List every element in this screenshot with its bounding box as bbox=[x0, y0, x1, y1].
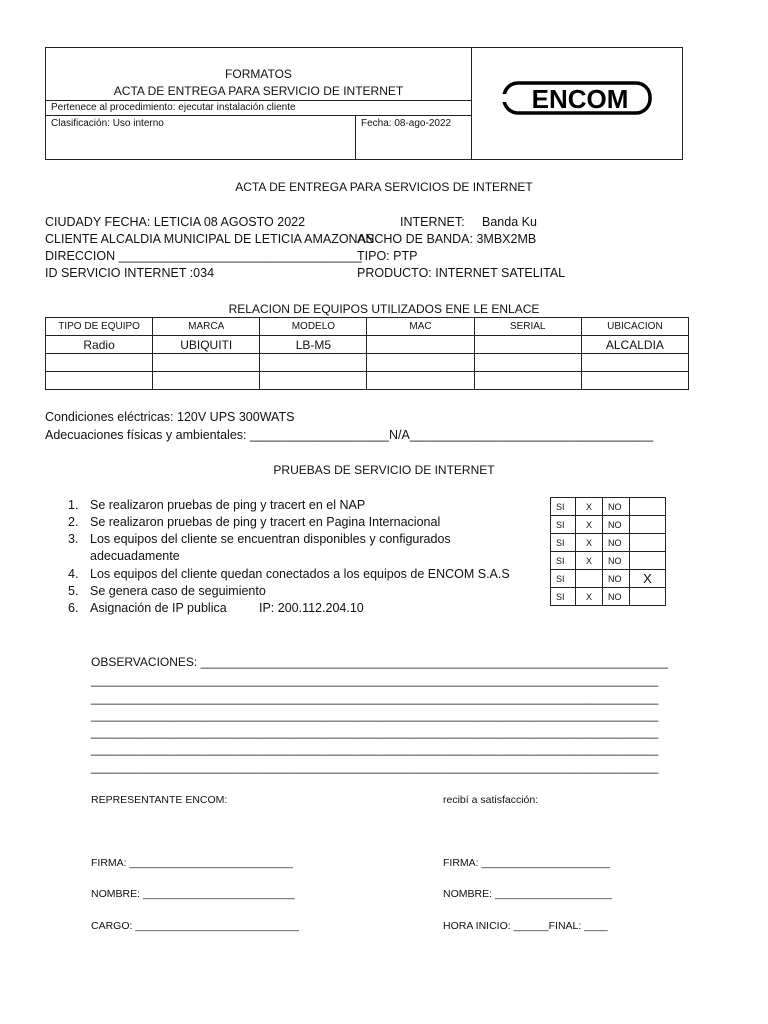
no-mark bbox=[630, 498, 666, 516]
representative-label: REPRESENTANTE ENCOM: bbox=[91, 794, 228, 806]
no-mark bbox=[630, 516, 666, 534]
table-cell: LB-M5 bbox=[260, 336, 367, 354]
test-item-number: 5. bbox=[68, 584, 79, 598]
table-cell bbox=[474, 336, 581, 354]
received-label: recibí a satisfacción: bbox=[443, 794, 539, 806]
table-cell bbox=[260, 354, 367, 372]
header-divider bbox=[46, 115, 471, 116]
test-item-text: Los equipos del cliente se encuentran disponibles y configurados bbox=[90, 532, 451, 546]
test-item-ip: IP: 200.112.204.10 bbox=[259, 601, 364, 615]
test-item-number: 6. bbox=[68, 601, 79, 615]
no-label: NO bbox=[603, 570, 630, 588]
check-row bbox=[551, 498, 666, 516]
test-item-number: 3. bbox=[68, 532, 79, 546]
si-mark: X bbox=[576, 516, 603, 534]
table-header-cell: MARCA bbox=[153, 318, 260, 336]
si-label: SI bbox=[551, 516, 576, 534]
test-item-number: 4. bbox=[68, 567, 79, 581]
info-internet-value: Banda Ku bbox=[482, 215, 537, 229]
table-header-cell: UBICACION bbox=[581, 318, 688, 336]
no-mark: X bbox=[630, 570, 666, 588]
info-product: PRODUCTO: INTERNET SATELITAL bbox=[357, 266, 566, 280]
table-cell bbox=[46, 354, 153, 372]
conditions-electrical: Condiciones eléctricas: 120V UPS 300WATS bbox=[45, 410, 295, 424]
table-header-cell: SERIAL bbox=[474, 318, 581, 336]
document-title: ACTA DE ENTREGA PARA SERVICIOS DE INTERNET bbox=[235, 180, 533, 194]
header-box bbox=[45, 47, 683, 160]
observations-line: _____________________________________________________________________________________ bbox=[91, 742, 659, 756]
equipment-title: RELACION DE EQUIPOS UTILIZADOS ENE LE ENLACE bbox=[228, 302, 540, 316]
observations-line: _____________________________________________________________________________________ bbox=[91, 691, 659, 705]
header-classification: Clasificación: Uso interno bbox=[51, 118, 164, 129]
logo-text: ENCOM bbox=[531, 84, 629, 114]
table-cell bbox=[474, 372, 581, 390]
no-label: NO bbox=[603, 552, 630, 570]
table-cell bbox=[46, 372, 153, 390]
test-item-text: Se genera caso de seguimiento bbox=[90, 584, 266, 598]
equipment-table bbox=[45, 317, 689, 390]
no-mark bbox=[630, 588, 666, 606]
info-bandwidth: ANCHO DE BANDA: 3MBX2MB bbox=[357, 232, 537, 246]
table-header-cell: MODELO bbox=[260, 318, 367, 336]
tests-check-grid bbox=[550, 497, 666, 606]
info-client: CLIENTE ALCALDIA MUNICIPAL DE LETICIA AMAZONAS bbox=[45, 232, 375, 246]
no-mark bbox=[630, 534, 666, 552]
no-label: NO bbox=[603, 588, 630, 606]
info-service-id: ID SERVICIO INTERNET :034 bbox=[45, 266, 215, 280]
signature-left: FIRMA: ____________________________ bbox=[91, 857, 294, 869]
signature-right: FIRMA: ______________________ bbox=[443, 857, 610, 869]
si-label: SI bbox=[551, 498, 576, 516]
encom-logo bbox=[502, 81, 652, 115]
table-header-row bbox=[46, 318, 689, 336]
header-date: Fecha: 08-ago-2022 bbox=[361, 118, 452, 129]
observations-line: _____________________________________________________________________________________ bbox=[91, 725, 659, 739]
si-label: SI bbox=[551, 534, 576, 552]
info-type: TIPO: PTP bbox=[357, 249, 418, 263]
test-item-text: Se realizaron pruebas de ping y tracert en Pagina Internacional bbox=[90, 515, 441, 529]
test-item-number: 2. bbox=[68, 515, 79, 529]
test-item-number: 1. bbox=[68, 498, 79, 512]
header-divider bbox=[46, 100, 471, 101]
test-item-text-continued: adecuadamente bbox=[90, 549, 180, 563]
time-start-end: HORA INICIO: ______FINAL: ____ bbox=[443, 920, 608, 932]
si-mark bbox=[576, 570, 603, 588]
table-cell: ALCALDIA bbox=[581, 336, 688, 354]
tests-title: PRUEBAS DE SERVICIO DE INTERNET bbox=[273, 463, 495, 477]
conditions-physical: Adecuaciones físicas y ambientales: ____________________N/A___________________________________ bbox=[45, 428, 654, 442]
no-label: NO bbox=[603, 498, 630, 516]
si-label: SI bbox=[551, 552, 576, 570]
header-logo-panel bbox=[472, 48, 682, 159]
table-cell bbox=[153, 372, 260, 390]
position-left: CARGO: ____________________________ bbox=[91, 920, 299, 932]
check-row bbox=[551, 570, 666, 588]
name-right: NOMBRE: ____________________ bbox=[443, 888, 612, 900]
table-header-cell: TIPO DE EQUIPO bbox=[46, 318, 153, 336]
header-vertical-divider bbox=[355, 115, 356, 159]
si-label: SI bbox=[551, 588, 576, 606]
observations-line: _____________________________________________________________________________________ bbox=[91, 760, 659, 774]
header-left-panel bbox=[46, 48, 472, 159]
si-mark: X bbox=[576, 552, 603, 570]
table-cell bbox=[367, 354, 474, 372]
observations-line: _____________________________________________________________________________________ bbox=[91, 673, 659, 687]
test-item-text: Asignación de IP publica bbox=[90, 601, 227, 615]
si-mark: X bbox=[576, 498, 603, 516]
name-left: NOMBRE: __________________________ bbox=[91, 888, 295, 900]
table-cell: UBIQUITI bbox=[153, 336, 260, 354]
header-procedure: Pertenece al procedimiento: ejecutar instalación cliente bbox=[51, 102, 296, 113]
table-cell bbox=[367, 336, 474, 354]
test-item-text: Se realizaron pruebas de ping y tracert en el NAP bbox=[90, 498, 366, 512]
info-city-date: CIUDADY FECHA: LETICIA 08 AGOSTO 2022 bbox=[45, 215, 306, 229]
table-cell bbox=[153, 354, 260, 372]
table-cell bbox=[581, 372, 688, 390]
table-cell bbox=[581, 354, 688, 372]
si-mark: X bbox=[576, 588, 603, 606]
header-title-main: ACTA DE ENTREGA PARA SERVICIO DE INTERNET bbox=[113, 84, 404, 98]
table-row bbox=[46, 354, 689, 372]
si-label: SI bbox=[551, 570, 576, 588]
test-item-text: Los equipos del cliente quedan conectados a los equipos de ENCOM S.A.S bbox=[90, 567, 510, 581]
table-cell: Radio bbox=[46, 336, 153, 354]
table-cell bbox=[474, 354, 581, 372]
table-row bbox=[46, 336, 689, 354]
table-cell bbox=[260, 372, 367, 390]
check-row bbox=[551, 534, 666, 552]
observations-label: OBSERVACIONES: ______________________________________________________________________ bbox=[91, 655, 668, 669]
info-address: DIRECCION ___________________________________ bbox=[45, 249, 362, 263]
check-row bbox=[551, 552, 666, 570]
si-mark: X bbox=[576, 534, 603, 552]
no-mark bbox=[630, 552, 666, 570]
header-title-top: FORMATOS bbox=[225, 67, 292, 81]
table-header-cell: MAC bbox=[367, 318, 474, 336]
no-label: NO bbox=[603, 516, 630, 534]
table-row bbox=[46, 372, 689, 390]
table-cell bbox=[367, 372, 474, 390]
no-label: NO bbox=[603, 534, 630, 552]
info-internet-label: INTERNET: bbox=[400, 215, 465, 229]
observations-line: _____________________________________________________________________________________ bbox=[91, 708, 659, 722]
check-row bbox=[551, 588, 666, 606]
check-row bbox=[551, 516, 666, 534]
